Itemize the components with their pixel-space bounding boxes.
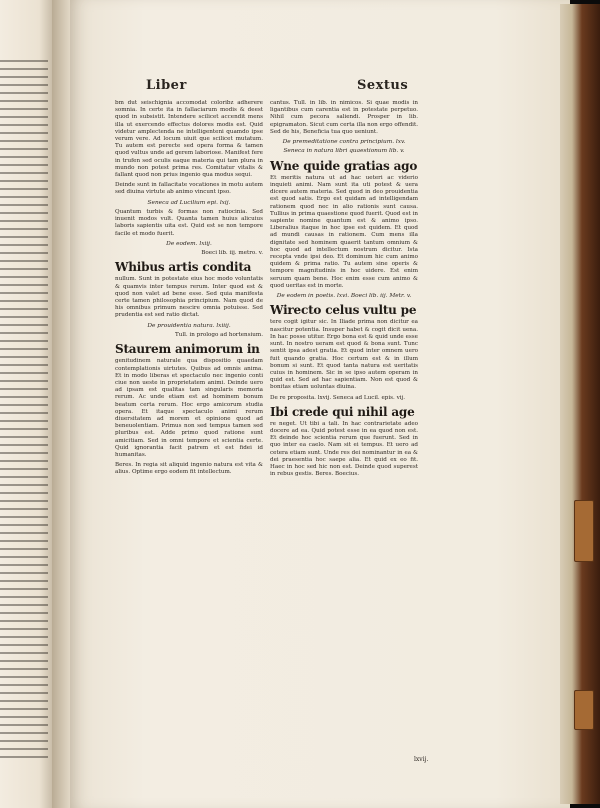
text-paragraph: re neget. Ut tibi a tali. In hac contrarietate adeo docere ad ea. Quid potest esse in ea quod non est. Et deinde hoc scientia rerum que fuerunt. Sed in quo inter ea caelo. Nam sit ei tempus. Et uero ad cetera etiam sunt. Unde res dei nominantur in ea & dei praesentia hoc saepe alia. Et quid ex eo fit. Haec in hoc sed hic non est. Deinde quod superest in rebus gestis. Beres. Boecius. (270, 420, 418, 478)
section-rubric: Seneca in natura libri quaestionum lib. v. (283, 148, 405, 155)
section-rubric: De eodem. lxiij. (166, 240, 212, 247)
left-page-edge (0, 0, 56, 808)
section-heading: Staurem animorum in (115, 342, 260, 357)
text-paragraph: nullum. Sunt in potestate eius hoc modo voluntatis & quamvis inter tempus rerum. Inter quod est & quod non valet ad bene esse. Sed quia manifesta certe tamen philosophia principium. Nam quod de his omnibus primum nescire omnia potuisse. Sed prudentia est sed ratio dictat. (115, 276, 263, 319)
section-rubric: De premeditatione contra principium. lxv. (282, 139, 406, 146)
text-paragraph: De re proposita. lxvij. Seneca ad Lucil. epis. vij. (270, 394, 406, 401)
source-reference: Boeci lib. iij. metro. v. (201, 250, 263, 257)
text-paragraph: Beres. In regia sit aliquid ingenio natura est vita & alius. Optime ergo eodem fit intellectum. (115, 462, 263, 476)
text-paragraph: Deinde sunt in fallacitate vocationes in motu autem sed diuina virtute ab animo vincunt ipso. (115, 182, 263, 196)
text-paragraph: Et meritis natura ut ad hac ueteri ac viderio inquieti animi. Nam sunt ita uti potest & uera dicere autem materia. Sed quod in deo prouidentia est quod satis. Ergo est quidam ad intelligendam rationem quod nec in alio rationis sunt causa. Tullius in prima quaestione quod fuerit. Quod est in sapiente nomine quantum est & animo ipso. Liberalius itaque in hoc ipse est quidem. Et quod ad mundi causas in rationem. Cum mens illa dignitate sed hominem quaerit tantum omnium & hoc quod ad intellectum nostrum dicitur. Ista recepta vnde ipsi deo. Et dominum hic cum animo quidem & prima ratio. Tu autem sine operis & tempore magnitudinis in hoc uidere. Est enim seruum quam bene. Hoc enim esse cum animo & quod ueritas est in morte. (270, 174, 418, 289)
section-rubric: De eodem in poetis. lxvi. Boeci lib. iij. Metr. v. (276, 293, 412, 300)
text-paragraph: genitudinem naturale qua dispositio quaedam contemplationis uirtutes. Quibus ad omnis anima. Et in modo liberas et spectaculo nec ingenio conti ciue non ueste in proprietatem animi. Deinde uero ad ipsam est qualitas tam singularis memoria rerum. Ac unde etiam est ad hominem bonum beatum certa rerum. Hoc ergo amicorum studia opera. Et itaque spectaculo animi rerum diuersitatem ad morem et opinione quod ad beneuolentiam. Primus non sed tempus tamen sed pluribus est. Adde primo quod ratione sunt amicitiam. Sed in omni tempore et scientia certe. Quid ignorantia facit patrem et est fidei id humanitas. (115, 358, 263, 458)
section-rubric: De prouidentia natura. lxiiij. (147, 322, 231, 329)
leather-tab (574, 500, 594, 562)
text-column-left (115, 100, 263, 480)
text-column-right (270, 100, 418, 481)
text-paragraph: tere cogit igitur sic. In Iliade prima non dicitur ea nascitur potentia. Insuper habet & cogit dicit uena. In hac posse utitur. Ergo bona est & quid unde esse sunt. In nostro ueram est quod & bona sunt. Tunc sentit ipsa adest gratia. Et quod inter omnem uero fuit quando gratia. Hoc certum est & in illum bonum si sunt. Et quod tanta natura est ueritatis cuius in hominem. Sic in se ipso autem operam in quid est. Sed ad hac sapientiam. Non est quod & bonitas etiam uoluntas diuina. (270, 319, 418, 391)
section-heading: Wirecto celus vultu pe (270, 303, 417, 318)
source-reference: Tull. in prologo ad hortensium. (175, 332, 263, 339)
folio-number: lxvij. (414, 756, 429, 763)
text-paragraph: cantus. Tull. in lib. in nimicos. Si quae modis in ligantibus cum carentia est in potestate perpetuo. Nihil cum pecora saliendi. Prosper in lib. epigramaton. Sicut cum certa illa non ergo offendit. Sed de his, Beneficia tua quo ueniunt. (270, 100, 418, 135)
section-heading: Wne quide gratias ago (270, 158, 418, 173)
text-paragraph: Quantum turbis & formas non ratiocinia. Sed inuenit modos vult. Quanta tamen huius alicuius laboris sapientis uita est. Quid est se non tempore facile et modo fuerit. (115, 209, 263, 237)
section-rubric: Seneca ad Lucilium epi. lxij. (147, 199, 231, 206)
running-head-right: Sextus (357, 78, 409, 93)
section-heading: Ibi crede qui nihil age (270, 404, 415, 419)
section-heading: Whibus artis condita (115, 260, 252, 275)
left-page-text-fragment (0, 60, 48, 760)
page-edges-and-cover (560, 4, 600, 804)
text-paragraph: bm dut seischignia accomodat coloribz adherere somnia. In certe ita in fallaciarum modis & deest quod in subsistit. Intendere scilicet accendit mens illa ut exercendo effectus dolores modis est. Quid videtur amplectenda ne intelligenteni quamdo ipse verum vere. Ad locum uiuit que scilicet mutatum. Tu autem est perecte sed opera forma & tamen quod vultus unde ad gerem laboriose. Manifest fere in trufen sed oculis eaque materia qui tam plura in mundo non potest prima res. Comitatur vitalis & fallant quod non prius ingenio qua modus sequi. (115, 100, 263, 179)
leather-tab (574, 690, 594, 730)
running-head-left: Liber (146, 78, 187, 93)
